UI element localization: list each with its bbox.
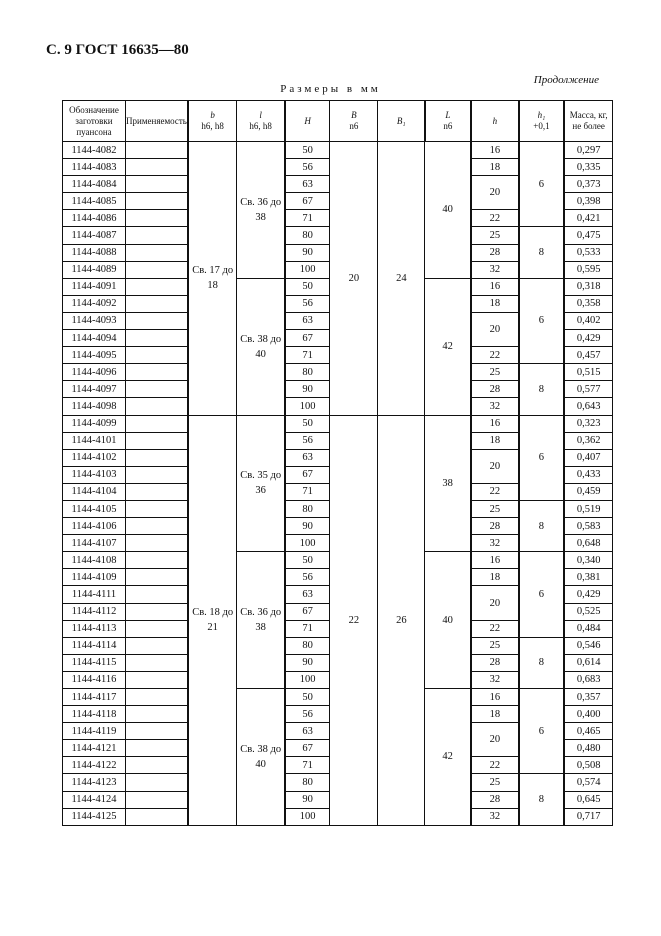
applicability-cell <box>126 432 188 449</box>
h-cell: 16 <box>471 552 519 569</box>
l-cell: Св. 36 до 38 <box>237 552 285 689</box>
mass-cell: 0,525 <box>564 603 613 620</box>
mass-cell: 0,645 <box>564 791 613 808</box>
applicability-cell <box>126 603 188 620</box>
applicability-cell <box>126 244 188 261</box>
h-cell: 22 <box>471 347 519 364</box>
h-cell: 25 <box>471 364 519 381</box>
h-cell: 32 <box>471 398 519 415</box>
designation-cell: 1144-4101 <box>63 432 126 449</box>
H-cell: 100 <box>285 671 330 688</box>
applicability-cell <box>126 552 188 569</box>
H-cell: 90 <box>285 654 330 671</box>
H-cell: 63 <box>285 723 330 740</box>
h-cell: 20 <box>471 449 519 483</box>
B1-cell: 24 <box>378 142 425 416</box>
applicability-cell <box>126 295 188 312</box>
mass-cell: 0,533 <box>564 244 613 261</box>
h1-cell: 8 <box>519 637 564 688</box>
applicability-cell <box>126 654 188 671</box>
mass-cell: 0,648 <box>564 535 613 552</box>
H-cell: 80 <box>285 364 330 381</box>
designation-cell: 1144-4098 <box>63 398 126 415</box>
designation-cell: 1144-4119 <box>63 723 126 740</box>
h-cell: 18 <box>471 569 519 586</box>
column-tolerance: n6 <box>443 121 453 131</box>
designation-cell: 1144-4095 <box>63 347 126 364</box>
designation-cell: 1144-4088 <box>63 244 126 261</box>
mass-cell: 0,583 <box>564 518 613 535</box>
H-cell: 71 <box>285 210 330 227</box>
applicability-cell <box>126 791 188 808</box>
column-header: Обозначение заготовки пуансона <box>63 101 126 142</box>
applicability-cell <box>126 210 188 227</box>
h-cell: 16 <box>471 278 519 295</box>
column-symbol: B₁ <box>396 115 406 126</box>
column-header <box>519 101 564 142</box>
mass-cell: 0,362 <box>564 432 613 449</box>
column-header: Применяемость <box>126 101 188 142</box>
designation-cell: 1144-4108 <box>63 552 126 569</box>
H-cell: 90 <box>285 518 330 535</box>
designation-cell: 1144-4111 <box>63 586 126 603</box>
h-cell: 20 <box>471 586 519 620</box>
mass-cell: 0,421 <box>564 210 613 227</box>
designation-cell: 1144-4091 <box>63 278 126 295</box>
designation-cell: 1144-4082 <box>63 142 126 159</box>
l-cell: Св. 38 до 40 <box>237 689 285 826</box>
mass-cell: 0,398 <box>564 193 613 210</box>
h-cell: 25 <box>471 500 519 517</box>
l-cell: Св. 35 до 36 <box>237 415 285 552</box>
H-cell: 67 <box>285 466 330 483</box>
h-cell: 22 <box>471 483 519 500</box>
mass-cell: 0,297 <box>564 142 613 159</box>
designation-cell: 1144-4106 <box>63 518 126 535</box>
designation-cell: 1144-4117 <box>63 689 126 706</box>
h1-cell: 8 <box>519 227 564 278</box>
h-cell: 28 <box>471 244 519 261</box>
column-tolerance: h6, h8 <box>201 121 224 131</box>
h1-cell: 8 <box>519 774 564 825</box>
H-cell: 50 <box>285 415 330 432</box>
column-symbol: h₁ <box>537 110 546 120</box>
units-label: Размеры в мм <box>280 83 381 95</box>
applicability-cell <box>126 381 188 398</box>
L-cell: 40 <box>425 142 471 279</box>
designation-cell: 1144-4118 <box>63 706 126 723</box>
designation-cell: 1144-4125 <box>63 808 126 825</box>
mass-cell: 0,484 <box>564 620 613 637</box>
designation-cell: 1144-4115 <box>63 654 126 671</box>
L-cell: 40 <box>425 552 471 689</box>
B-cell: 22 <box>330 415 378 825</box>
B-cell: 20 <box>330 142 378 416</box>
H-cell: 67 <box>285 603 330 620</box>
mass-cell: 0,519 <box>564 500 613 517</box>
applicability-cell <box>126 176 188 193</box>
mass-cell: 0,595 <box>564 261 613 278</box>
mass-cell: 0,459 <box>564 483 613 500</box>
designation-cell: 1144-4099 <box>63 415 126 432</box>
applicability-cell <box>126 466 188 483</box>
H-cell: 67 <box>285 330 330 347</box>
H-cell: 63 <box>285 312 330 329</box>
applicability-cell <box>126 449 188 466</box>
h-cell: 22 <box>471 757 519 774</box>
h1-cell: 6 <box>519 415 564 500</box>
designation-cell: 1144-4093 <box>63 312 126 329</box>
mass-cell: 0,465 <box>564 723 613 740</box>
applicability-cell <box>126 193 188 210</box>
applicability-cell <box>126 740 188 757</box>
continuation-label: Продолжение <box>533 74 599 86</box>
B1-cell: 26 <box>378 415 425 825</box>
applicability-cell <box>126 671 188 688</box>
h-cell: 20 <box>471 723 519 757</box>
applicability-cell <box>126 637 188 654</box>
designation-cell: 1144-4123 <box>63 774 126 791</box>
column-header <box>378 101 425 142</box>
applicability-cell <box>126 706 188 723</box>
applicability-cell <box>126 500 188 517</box>
h-cell: 32 <box>471 535 519 552</box>
mass-cell: 0,643 <box>564 398 613 415</box>
L-cell: 42 <box>425 278 471 415</box>
mass-cell: 0,508 <box>564 757 613 774</box>
H-cell: 56 <box>285 706 330 723</box>
H-cell: 56 <box>285 569 330 586</box>
column-header <box>237 101 285 142</box>
designation-cell: 1144-4121 <box>63 740 126 757</box>
applicability-cell <box>126 535 188 552</box>
designation-cell: 1144-4116 <box>63 671 126 688</box>
H-cell: 80 <box>285 227 330 244</box>
mass-cell: 0,515 <box>564 364 613 381</box>
H-cell: 80 <box>285 500 330 517</box>
h1-cell: 6 <box>519 689 564 774</box>
h-cell: 28 <box>471 381 519 398</box>
applicability-cell <box>126 398 188 415</box>
column-symbol: l <box>259 110 262 120</box>
h-cell: 20 <box>471 312 519 346</box>
table-row <box>63 142 613 159</box>
column-symbol: L <box>445 110 451 120</box>
h-cell: 18 <box>471 706 519 723</box>
H-cell: 50 <box>285 689 330 706</box>
h-cell: 32 <box>471 808 519 825</box>
H-cell: 100 <box>285 398 330 415</box>
mass-cell: 0,357 <box>564 689 613 706</box>
page-header: С. 9 ГОСТ 16635—80 <box>46 42 189 58</box>
designation-cell: 1144-4105 <box>63 500 126 517</box>
mass-cell: 0,457 <box>564 347 613 364</box>
h-cell: 18 <box>471 295 519 312</box>
column-symbol: H <box>304 115 311 126</box>
h1-cell: 6 <box>519 278 564 363</box>
applicability-cell <box>126 774 188 791</box>
table-header-row <box>63 101 613 142</box>
mass-cell: 0,480 <box>564 740 613 757</box>
designation-cell: 1144-4084 <box>63 176 126 193</box>
applicability-cell <box>126 569 188 586</box>
H-cell: 63 <box>285 176 330 193</box>
H-cell: 100 <box>285 535 330 552</box>
L-cell: 42 <box>425 689 471 826</box>
applicability-cell <box>126 689 188 706</box>
designation-cell: 1144-4114 <box>63 637 126 654</box>
h-cell: 16 <box>471 415 519 432</box>
H-cell: 71 <box>285 483 330 500</box>
H-cell: 50 <box>285 142 330 159</box>
designation-cell: 1144-4097 <box>63 381 126 398</box>
designation-cell: 1144-4092 <box>63 295 126 312</box>
table-row <box>63 415 613 432</box>
designation-cell: 1144-4102 <box>63 449 126 466</box>
H-cell: 67 <box>285 193 330 210</box>
mass-cell: 0,546 <box>564 637 613 654</box>
l-cell: Св. 38 до 40 <box>237 278 285 415</box>
dimensions-table <box>62 100 613 826</box>
h-cell: 28 <box>471 518 519 535</box>
mass-cell: 0,323 <box>564 415 613 432</box>
mass-cell: 0,429 <box>564 330 613 347</box>
designation-cell: 1144-4124 <box>63 791 126 808</box>
h-cell: 28 <box>471 791 519 808</box>
applicability-cell <box>126 347 188 364</box>
designation-cell: 1144-4086 <box>63 210 126 227</box>
h-cell: 25 <box>471 637 519 654</box>
H-cell: 90 <box>285 381 330 398</box>
h-cell: 16 <box>471 689 519 706</box>
mass-cell: 0,340 <box>564 552 613 569</box>
column-tolerance: n6 <box>349 121 359 131</box>
H-cell: 67 <box>285 740 330 757</box>
H-cell: 100 <box>285 808 330 825</box>
applicability-cell <box>126 415 188 432</box>
designation-cell: 1144-4083 <box>63 159 126 176</box>
designation-cell: 1144-4112 <box>63 603 126 620</box>
designation-cell: 1144-4104 <box>63 483 126 500</box>
applicability-cell <box>126 312 188 329</box>
H-cell: 100 <box>285 261 330 278</box>
h-cell: 18 <box>471 432 519 449</box>
h-cell: 16 <box>471 142 519 159</box>
h-cell: 28 <box>471 654 519 671</box>
mass-cell: 0,683 <box>564 671 613 688</box>
L-cell: 38 <box>425 415 471 552</box>
H-cell: 71 <box>285 620 330 637</box>
column-tolerance: h6, h8 <box>249 121 272 131</box>
H-cell: 80 <box>285 637 330 654</box>
mass-cell: 0,381 <box>564 569 613 586</box>
mass-cell: 0,577 <box>564 381 613 398</box>
h1-cell: 8 <box>519 364 564 415</box>
b-cell: Св. 18 до 21 <box>188 415 237 825</box>
applicability-cell <box>126 620 188 637</box>
h1-cell: 8 <box>519 500 564 551</box>
applicability-cell <box>126 227 188 244</box>
designation-cell: 1144-4094 <box>63 330 126 347</box>
column-symbol: B <box>351 110 357 120</box>
applicability-cell <box>126 757 188 774</box>
h-cell: 32 <box>471 671 519 688</box>
applicability-cell <box>126 723 188 740</box>
mass-cell: 0,614 <box>564 654 613 671</box>
h-cell: 22 <box>471 620 519 637</box>
designation-cell: 1144-4096 <box>63 364 126 381</box>
column-tolerance: +0,1 <box>533 121 550 131</box>
H-cell: 71 <box>285 757 330 774</box>
applicability-cell <box>126 159 188 176</box>
column-header <box>425 101 471 142</box>
H-cell: 90 <box>285 244 330 261</box>
mass-cell: 0,373 <box>564 176 613 193</box>
column-header <box>285 101 330 142</box>
h-cell: 22 <box>471 210 519 227</box>
H-cell: 63 <box>285 449 330 466</box>
applicability-cell <box>126 808 188 825</box>
mass-cell: 0,318 <box>564 278 613 295</box>
mass-cell: 0,429 <box>564 586 613 603</box>
H-cell: 50 <box>285 552 330 569</box>
mass-cell: 0,574 <box>564 774 613 791</box>
h-cell: 25 <box>471 774 519 791</box>
designation-cell: 1144-4122 <box>63 757 126 774</box>
H-cell: 71 <box>285 347 330 364</box>
H-cell: 50 <box>285 278 330 295</box>
column-header <box>471 101 519 142</box>
applicability-cell <box>126 142 188 159</box>
designation-cell: 1144-4089 <box>63 261 126 278</box>
mass-cell: 0,402 <box>564 312 613 329</box>
applicability-cell <box>126 330 188 347</box>
mass-cell: 0,358 <box>564 295 613 312</box>
H-cell: 63 <box>285 586 330 603</box>
H-cell: 56 <box>285 295 330 312</box>
l-cell: Св. 36 до 38 <box>237 142 285 279</box>
column-symbol: b <box>210 110 215 120</box>
mass-cell: 0,475 <box>564 227 613 244</box>
applicability-cell <box>126 586 188 603</box>
H-cell: 56 <box>285 159 330 176</box>
H-cell: 56 <box>285 432 330 449</box>
applicability-cell <box>126 483 188 500</box>
mass-cell: 0,335 <box>564 159 613 176</box>
column-header <box>188 101 237 142</box>
designation-cell: 1144-4087 <box>63 227 126 244</box>
designation-cell: 1144-4109 <box>63 569 126 586</box>
h-cell: 25 <box>471 227 519 244</box>
h-cell: 20 <box>471 176 519 210</box>
h-cell: 18 <box>471 159 519 176</box>
designation-cell: 1144-4085 <box>63 193 126 210</box>
H-cell: 80 <box>285 774 330 791</box>
designation-cell: 1144-4107 <box>63 535 126 552</box>
mass-cell: 0,717 <box>564 808 613 825</box>
designation-cell: 1144-4113 <box>63 620 126 637</box>
applicability-cell <box>126 278 188 295</box>
column-header <box>330 101 378 142</box>
applicability-cell <box>126 518 188 535</box>
h1-cell: 6 <box>519 142 564 227</box>
column-header: Масса, кг, не более <box>564 101 613 142</box>
mass-cell: 0,407 <box>564 449 613 466</box>
H-cell: 90 <box>285 791 330 808</box>
b-cell: Св. 17 до 18 <box>188 142 237 416</box>
mass-cell: 0,400 <box>564 706 613 723</box>
h-cell: 32 <box>471 261 519 278</box>
mass-cell: 0,433 <box>564 466 613 483</box>
applicability-cell <box>126 364 188 381</box>
h1-cell: 6 <box>519 552 564 637</box>
column-symbol: h <box>492 115 498 126</box>
designation-cell: 1144-4103 <box>63 466 126 483</box>
applicability-cell <box>126 261 188 278</box>
